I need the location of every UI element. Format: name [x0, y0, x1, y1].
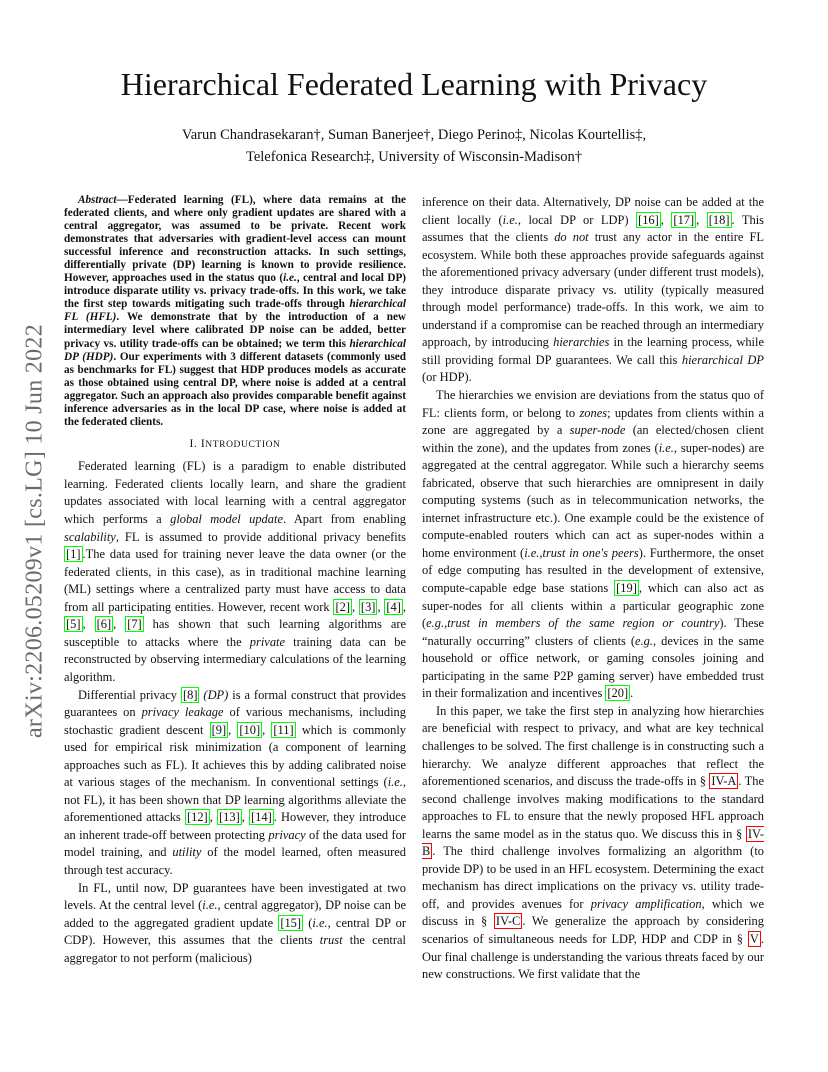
- paragraph: [422, 194, 764, 387]
- citation-link[interactable]: [9]: [211, 722, 227, 737]
- text: devices in the same household or office network, or gaming consoles joining and participating in the same P2P gaming server) have embedded trust in their formalization and incentives: [422, 633, 764, 701]
- text: . This assumes that the clients: [422, 212, 765, 245]
- text: (: [303, 915, 313, 930]
- left-column: [64, 194, 406, 967]
- text: . Apart from enabling: [282, 512, 406, 527]
- text: privacy leakage: [141, 705, 224, 720]
- text: inference on their data. Alternatively, DP noise can be added at the client locally (: [422, 195, 764, 227]
- text: . The second challenge involves making modifications to the standard approaches to FL to ensure that the newly proposed HFL approach learns the same model as in the status quo. We discuss this in §: [422, 774, 764, 841]
- text: ,: [351, 599, 359, 614]
- citation-link[interactable]: [5]: [66, 617, 81, 632]
- abstract: [64, 194, 406, 429]
- text: scalability: [64, 529, 116, 544]
- abstract-text: hierarchical FL (HFL): [64, 298, 406, 324]
- text: i.e.,trust in one's peers: [524, 545, 639, 560]
- paragraph: [422, 703, 764, 984]
- paper-title: Hierarchical Federated Learning with Privacy: [120, 66, 708, 102]
- citation-link[interactable]: [10]: [239, 722, 261, 737]
- abstract-text: i.e.: [283, 272, 297, 285]
- text: the central aggregator to not perform (malicious): [64, 933, 406, 965]
- text: , FL is assumed to provide additional privacy benefits: [115, 529, 406, 544]
- author-block: [0, 124, 828, 168]
- paragraph: [64, 687, 406, 880]
- section-link[interactable]: IV-A: [711, 774, 737, 789]
- abstract-text: . Our experiments with 3 different datasets (commonly used as benchmarks for FL) suggest that HDP produces models as accurate as those obtained using central DP, where noise is added at a central aggregator. Such an approach also provides comparable benefit against inference adversaries as in the local DP case, where noise is added at the federated clients.: [64, 350, 406, 428]
- text: . The third challenge involves formalizing an algorithm (to provide DP) to be used in an HFL ecosystem. Determining the exact mechanism has direct implications on the privacy vs. utility trade-off, and provides avenues for: [422, 844, 764, 911]
- text: (an elected/chosen client within the zone), and the updates from zones (: [422, 423, 764, 455]
- text: . Our final challenge is understanding the various threats faced by our new constructions. We first validate that the: [422, 931, 764, 982]
- text: which is commonly used for empirical risk minimization (a component of learning approaches such as FL). It achieves this by adding calibrated noise at various stages of the mechanism. In conventional settings (: [64, 722, 407, 790]
- citation-link[interactable]: [18]: [708, 212, 730, 227]
- right-column: [422, 194, 764, 984]
- text: , which we discuss in §: [422, 896, 764, 929]
- citation-link[interactable]: [7]: [127, 617, 142, 632]
- text: ,: [696, 212, 707, 227]
- text: central DP or CDP). However, this assumes that the clients: [64, 915, 406, 948]
- text: e.g.,: [635, 633, 657, 648]
- text: super-node: [569, 423, 626, 438]
- text: ). These “naturally occurring” clusters of clients (: [422, 616, 764, 648]
- section-link[interactable]: V: [749, 931, 759, 946]
- text: has shown that such learning algorithms are susceptible to attacks where the: [64, 617, 407, 649]
- citation-link[interactable]: [14]: [251, 810, 272, 825]
- citation-link[interactable]: [3]: [360, 599, 376, 614]
- text: ,: [82, 617, 95, 632]
- text: .The data used for training never leave the data owner (or the federated clients, in this case), as in traditional machine learning (ML) settings where a centralized party must have access to data from all participating entities. However, recent work: [64, 547, 406, 614]
- text: zones: [579, 405, 608, 420]
- citation-link[interactable]: [19]: [616, 581, 637, 596]
- text: i.e.,: [502, 212, 521, 227]
- text: trust: [319, 933, 343, 948]
- citation-link[interactable]: [16]: [638, 212, 659, 227]
- abstract-text: —Federated learning (FL), where data remains at the federated clients, and where only gradient updates are shared with a central aggregator, was assumed to be private. Recent work demonstrates that adversaries with gradient-level access can mount successful inference and reconstruction attacks. In such settings, differentially private (DP) learning is known to provide resilience. However, approaches used in the status quo (: [64, 194, 406, 285]
- abstract-label: Abstract: [78, 194, 117, 206]
- text: ). Furthermore, the onset of edge computing has resulted in the development of extensive, compute-capable edge base stations: [422, 545, 765, 596]
- citation-link[interactable]: [15]: [280, 915, 302, 930]
- text: local DP or LDP): [520, 212, 637, 227]
- text: . However, they introduce an inherent trade-off between protecting: [64, 810, 406, 842]
- citation-link[interactable]: [8]: [182, 687, 198, 702]
- citation-link[interactable]: [17]: [673, 212, 695, 227]
- abstract-text: . We demonstrate that by the introduction of a new intermediary level where calibrated DP noise can be added, better privacy vs. utility trade-offs can be obtained; we term this: [64, 311, 406, 350]
- paragraph: [422, 387, 764, 703]
- paragraph: [64, 880, 406, 968]
- text: ,: [262, 722, 272, 737]
- text: ,: [660, 212, 672, 227]
- text: , not FL), it has been shown that DP learning algorithms alleviate the aforementioned attacks: [64, 775, 406, 825]
- citation-link[interactable]: [12]: [186, 810, 208, 825]
- text: of the data used for model training, and: [64, 827, 406, 860]
- text: of the model learned, often measured through test accuracy.: [64, 845, 407, 877]
- text: privacy amplification: [590, 896, 702, 911]
- text: i.e.,: [202, 898, 221, 913]
- section-link[interactable]: IV-B: [422, 826, 764, 859]
- arxiv-identifier: arXiv:2206.05209v1 [cs.LG] 10 Jun 2022: [21, 323, 48, 739]
- text: , which can also act as super-nodes for all clients within a particular geographic zone (: [422, 581, 765, 631]
- section-title-initial: I: [200, 437, 206, 450]
- text: of various mechanisms, including stochastic gradient descent: [64, 705, 406, 737]
- text: ; updates from clients within a zone are aggregated by a: [422, 405, 764, 438]
- text: private: [249, 634, 286, 649]
- abstract-text: , central and local DP) introduce disparate utility vs. privacy trade-offs. In this work, we take the first step towards mitigating such trade-offs through: [64, 272, 407, 311]
- text: ,: [377, 599, 385, 614]
- text: trust any actor in the entire FL ecosystem. While both these approaches provide safeguards against the aforementioned privacy adversary (under different trust models), they introduce disparate privacy vs. utility (typically measured through model performance) trade-offs. In this work, we aim to understand if a compromise can be reached through an intermediary approach, by introducing: [422, 230, 764, 350]
- text: e.g.,trust in members of the same region or country: [426, 616, 720, 631]
- section-title-rest: NTRODUCTION: [205, 439, 281, 450]
- text: do not: [554, 230, 589, 245]
- author-affiliations: Telefonica Research‡, University of Wisconsin-Madison†: [246, 149, 582, 165]
- text: Federated learning (FL) is a paradigm to enable distributed learning. Federated clients locally learn, and share the gradient updates associated with local learning with a central aggregator which performs a: [64, 459, 406, 527]
- text: In this paper, we take the first step in analyzing how hierarchies are beneficial with respect to privacy, and what are key technical challenges to be solved. The first challenge is in constructing such a hierarchy. We analyze different approaches that reflect the aforementioned scenarios, and discuss the trade-offs in §: [422, 703, 764, 789]
- text: hierarchical DP: [681, 352, 764, 367]
- text: (DP): [199, 687, 229, 702]
- text: ,: [402, 599, 407, 614]
- text: central aggregator), DP noise can be added to the aggregated gradient update: [64, 898, 406, 930]
- text: (or HDP).: [422, 370, 472, 385]
- text: is a formal construct that provides guarantees on: [64, 687, 406, 720]
- section-number: I.: [189, 437, 201, 450]
- citation-link[interactable]: [1]: [66, 547, 81, 562]
- text: The hierarchies we envision are deviations from the status quo of FL: clients form, or belong to: [422, 388, 764, 420]
- text: i.e.,: [312, 915, 331, 930]
- text: ,: [228, 722, 238, 737]
- text: hierarchies: [553, 335, 610, 350]
- text: global model update: [170, 512, 283, 527]
- text: ,: [209, 810, 217, 825]
- citation-link[interactable]: [2]: [335, 599, 350, 614]
- text: .: [630, 686, 634, 701]
- section-link[interactable]: IV-C: [495, 914, 521, 929]
- citation-link[interactable]: [20]: [607, 686, 629, 701]
- paragraph: [64, 458, 406, 686]
- abstract-text: hierarchical DP (HDP): [64, 337, 406, 363]
- text: utility: [172, 845, 202, 860]
- text: super-nodes) are aggregated at the central aggregator. While such a hierarchy seems fabricated, observe that such hierarchies are omnipresent in daily computing systems (such as in telecommunication networks, the internet infrastructure etc.). One example could be the existence of compute-enabled routers which can act as super-nodes within a home environment (: [422, 440, 764, 560]
- text: ,: [241, 810, 250, 825]
- text: Differential privacy: [78, 687, 181, 702]
- text: . We generalize the approach by considering scenarios of simultaneous needs for LDP, HDP and CDP in §: [422, 914, 764, 946]
- text: ,: [113, 617, 126, 632]
- text: in the learning process, while still providing formal DP guarantees. We call this: [422, 335, 764, 367]
- text: training data can be reconstructed by observing intermediary calculations of the learning algorithm.: [64, 634, 406, 684]
- text: In FL, until now, DP guarantees have been investigated at two levels. At the central level (: [64, 880, 406, 913]
- arxiv-sidebar-stamp: [18, 286, 52, 776]
- citation-link[interactable]: [4]: [386, 599, 401, 614]
- citation-link[interactable]: [11]: [273, 722, 294, 737]
- section-heading-introduction: [64, 436, 406, 455]
- text: privacy: [268, 827, 306, 842]
- citation-link[interactable]: [6]: [96, 617, 112, 632]
- text: i.e.,: [658, 440, 678, 455]
- citation-link[interactable]: [13]: [218, 810, 240, 825]
- author-names: Varun Chandrasekaran†, Suman Banerjee†, Diego Perino‡, Nicolas Kourtellis‡,: [181, 127, 647, 143]
- text: i.e.: [387, 775, 403, 790]
